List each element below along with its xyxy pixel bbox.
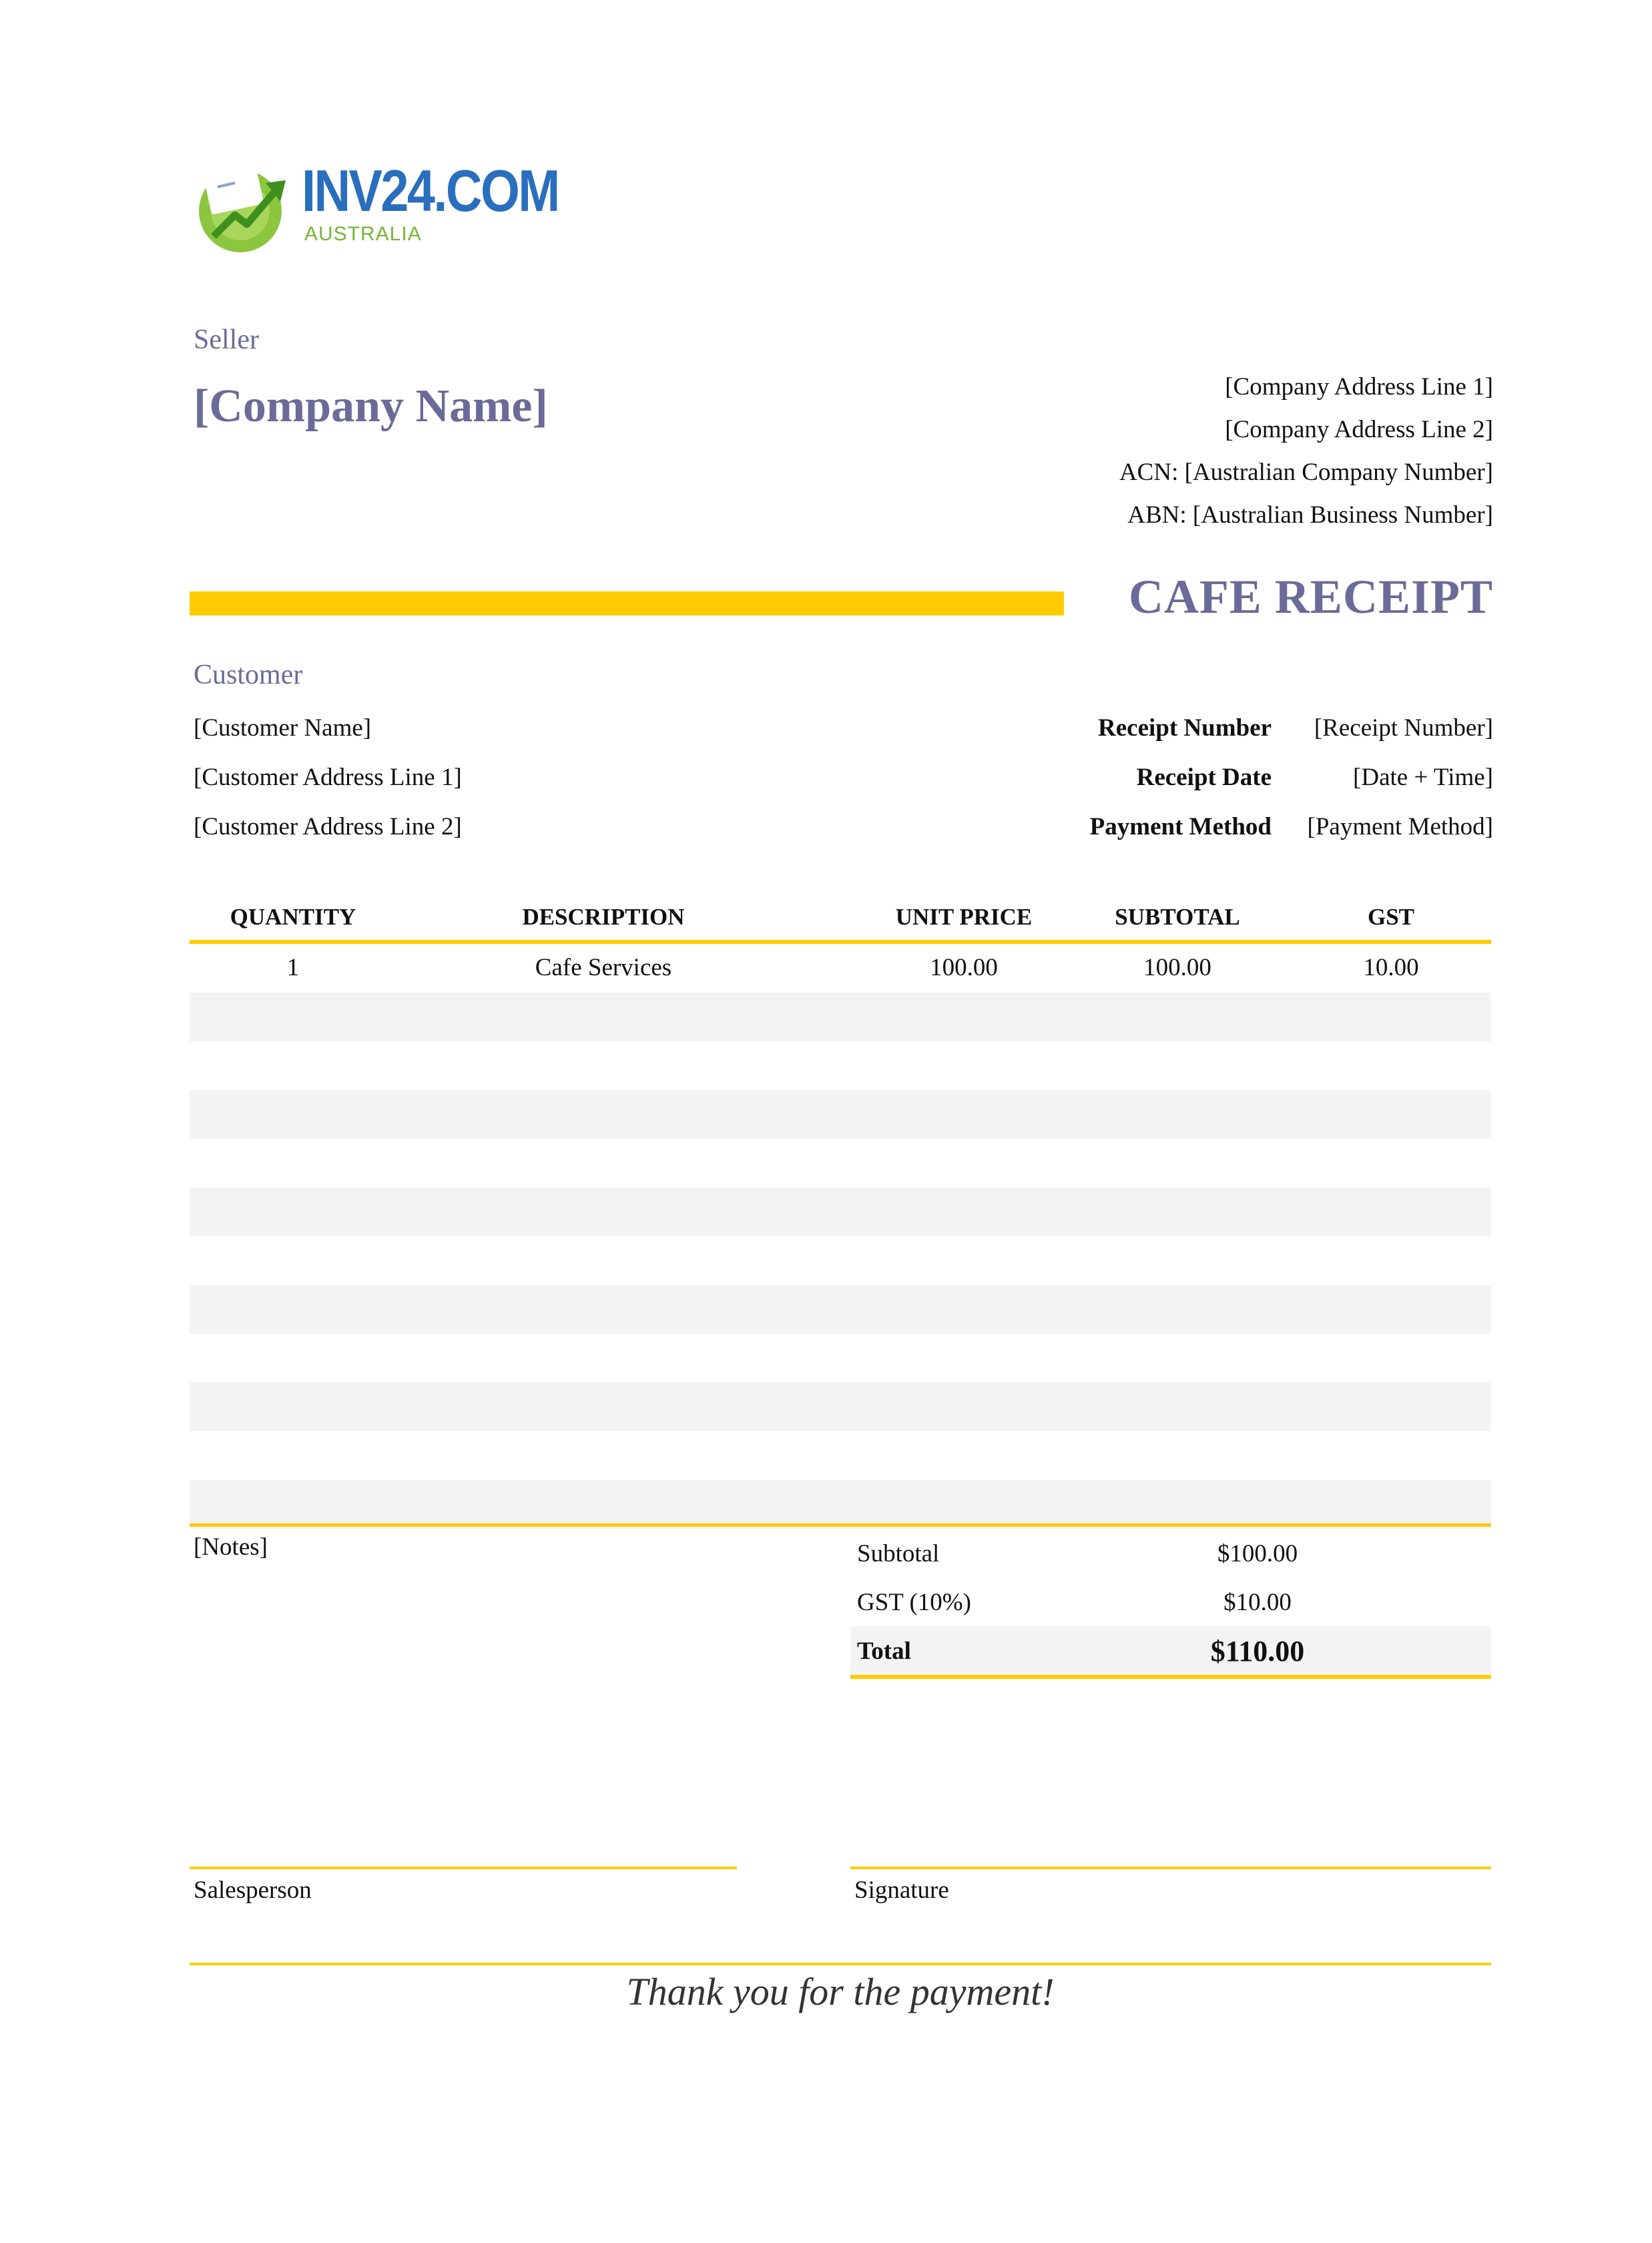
customer-address-line-2: [Customer Address Line 2] — [194, 813, 462, 840]
header-unit-price: UNIT PRICE — [895, 904, 1033, 930]
gst-row — [850, 1577, 1491, 1626]
customer-name: [Customer Name] — [194, 714, 372, 742]
total-value: $110.00 — [1210, 1635, 1305, 1668]
signature-label: Signature — [854, 1877, 949, 1904]
empty-table-rows — [190, 993, 1491, 1529]
logo-region-text: AUSTRALIA — [304, 223, 422, 245]
seller-acn: ACN: [Australian Company Number] — [1119, 459, 1493, 486]
subtotal-value: $100.00 — [1217, 1540, 1298, 1567]
table-row-empty — [190, 993, 1491, 1041]
table-row-empty — [190, 1236, 1491, 1285]
table-row-empty — [190, 1188, 1491, 1236]
logo-brand-text: INV24.COM — [302, 158, 559, 224]
table-row-empty — [190, 1431, 1491, 1480]
table-row-empty — [190, 1285, 1491, 1334]
company-logo — [190, 154, 559, 260]
header-quantity: QUANTITY — [230, 904, 356, 930]
cell-subtotal: 100.00 — [1143, 954, 1211, 981]
salesperson-line — [190, 1866, 737, 1869]
receipt-date-value: [Date + Time] — [1353, 764, 1493, 791]
seller-address-line-2: [Company Address Line 2] — [1225, 416, 1493, 443]
thank-you-message: Thank you for the payment! — [626, 1970, 1055, 2013]
customer-block — [194, 704, 462, 852]
seller-label: Seller — [194, 324, 259, 355]
receipt-meta-labels — [1090, 704, 1272, 852]
seller-abn: ABN: [Australian Business Number] — [1127, 501, 1493, 529]
table-row-empty — [190, 1480, 1491, 1529]
seller-address-line-1: [Company Address Line 1] — [1225, 373, 1493, 401]
receipt-number-label: Receipt Number — [1098, 714, 1272, 742]
logo-chart-icon — [194, 163, 294, 256]
total-label: Total — [857, 1638, 911, 1665]
total-row — [850, 1626, 1491, 1679]
payment-method-value: [Payment Method] — [1307, 813, 1493, 840]
notes: [Notes] — [194, 1533, 268, 1561]
header-gst: GST — [1367, 904, 1415, 930]
items-table — [190, 895, 1491, 1529]
document-title: CAFE RECEIPT — [1128, 570, 1493, 624]
subtotal-label: Subtotal — [857, 1540, 940, 1567]
seller-company-name: [Company Name] — [194, 381, 548, 432]
title-accent-bar — [190, 591, 1064, 615]
salesperson-label: Salesperson — [194, 1877, 312, 1904]
customer-address-line-1: [Customer Address Line 1] — [194, 764, 462, 791]
table-row — [190, 944, 1491, 993]
payment-method-label: Payment Method — [1089, 813, 1272, 840]
header-subtotal: SUBTOTAL — [1115, 904, 1240, 930]
gst-label: GST (10%) — [857, 1589, 971, 1616]
cell-unit-price: 100.00 — [930, 954, 998, 981]
header-description: DESCRIPTION — [522, 904, 685, 930]
cell-description: Cafe Services — [535, 954, 672, 981]
receipt-number-value: [Receipt Number] — [1314, 714, 1493, 742]
footer-divider — [190, 1963, 1491, 1965]
totals-block — [850, 1529, 1491, 1679]
cell-gst: 10.00 — [1363, 954, 1419, 981]
subtotal-row — [850, 1529, 1491, 1577]
signature-line — [850, 1866, 1491, 1869]
seller-address-block — [1119, 366, 1493, 537]
gst-value: $10.00 — [1223, 1589, 1292, 1616]
receipt-date-label: Receipt Date — [1136, 764, 1272, 791]
receipt-meta-values — [1308, 704, 1493, 852]
totals-divider — [190, 1523, 1491, 1527]
cell-quantity: 1 — [286, 954, 300, 981]
customer-label: Customer — [194, 660, 303, 690]
table-row-empty — [190, 1334, 1491, 1383]
items-table-header — [190, 895, 1491, 944]
table-row-empty — [190, 1383, 1491, 1431]
table-row-empty — [190, 1090, 1491, 1139]
table-row-empty — [190, 1041, 1491, 1090]
table-row-empty — [190, 1139, 1491, 1188]
